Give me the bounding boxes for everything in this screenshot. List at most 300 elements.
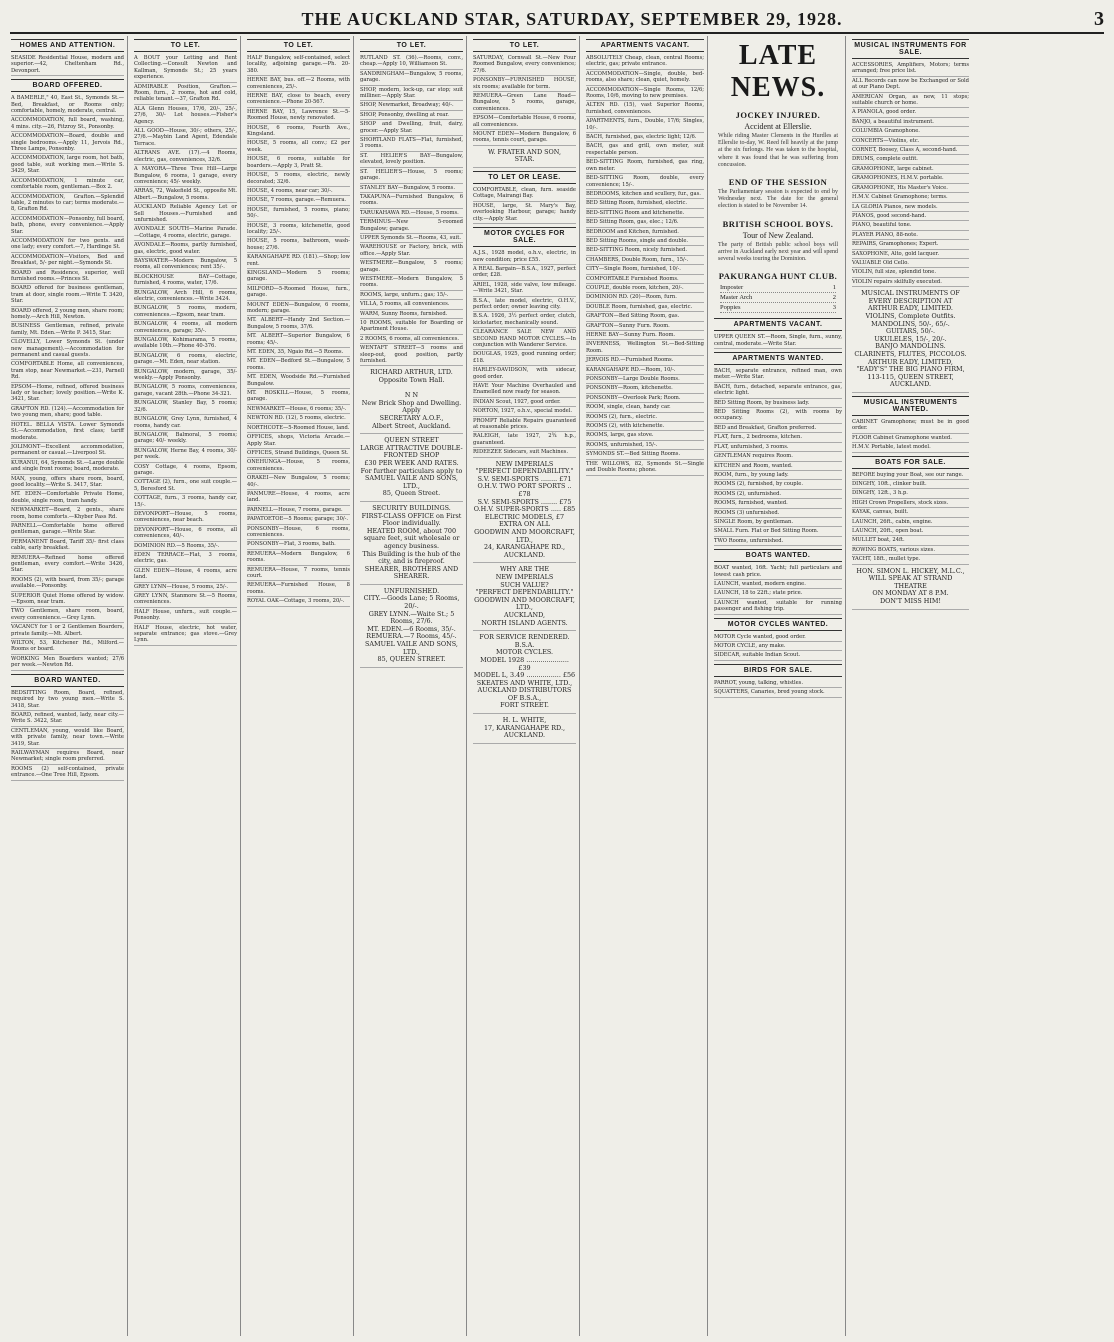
classified-ad: A BAMERLE," 40, East St., Symonds St.—Bed, Breakfast, or Rooms only; comfortable, homely, moderate, central. (11, 94, 124, 116)
classified-ad: GLEN EDEN—House, 4 rooms, acre land. (134, 567, 237, 583)
classified-ad: VIOLIN, full size, splendid tone. (852, 268, 969, 277)
classified-ad: SQUATTERS, Canaries, bred young stock. (714, 688, 842, 697)
classified-ad: SINGLE Room, by gentleman. (714, 518, 842, 527)
classified-ad: COMFORTABLE, clean, furn. seaside Cottage, Mairangi Bay. (473, 186, 576, 202)
placing: 1 (832, 284, 836, 292)
classified-ad: PROMPT Reliable Repairs guaranteed at reasonable prices. (473, 417, 576, 433)
section-heading: BOARD WANTED. (11, 674, 124, 687)
classified-ad: AVONDALE SOUTH—Marine Parade.—Cottage, 4 rooms, electric, garage. (134, 225, 237, 241)
classified-ad: BOARD, refined, wanted, lady, near city.—Write S. 3422, Star. (11, 711, 124, 727)
result-row (720, 293, 836, 303)
classified-ad: DOUGLAS, 1925, good running order; £18. (473, 350, 576, 366)
classified-ad: ACCOMMODATION—Single Rooms, 12/6; Rooms, 10/6, moving to new premises. (586, 86, 704, 102)
classified-ad: ARRAS, 72, Wakefield St., opposite Mt. Albert.—Bungalow, 5 rooms. (134, 187, 237, 203)
display-advertisement: FOR SERVICE RENDERED. B.S.A. MOTOR CYCLES. MODEL 1928 ..................... £39 MODEL L, 3.49 ................. £56 SKEATES AND WHITE, LTD., AUCKLAND DISTRIBUTORS OF B.S.A., FORT STREET. (473, 631, 576, 714)
classified-ad: ROOMS (2), furn., electric. (586, 413, 704, 422)
classified-ad: CENTLEMAN, young, would like Board, with private family, near town.—Write 3419, Star. (11, 727, 124, 749)
classified-ad: PIANOS, good second-hand. (852, 212, 969, 221)
classified-ad: MAN, young, offers share room, board, good locality.—Write S. 3417, Star. (11, 475, 124, 491)
classified-ad: ALTRANS AVE. (17).—4 Rooms, electric, gas, conveniences, 32/6. (134, 149, 237, 165)
classified-ad: EPSOM—Home, refined, offered business lady or teacher; lovely position.—Write K. 3421, Star. (11, 383, 124, 405)
classified-ad: CHAMBERS, Double Room, furn., 15/-. (586, 256, 704, 265)
classified-ad: REMUERA—Furnished House, 8 rooms. (247, 581, 350, 597)
classified-ad: ACCOMMODATION, 1 minute car, comfortable room, gentleman.—Box 2. (11, 177, 124, 193)
classified-ad: COLUMBIA Gramophone. (852, 127, 969, 136)
classified-ad: BED Sitting Room, by business lady. (714, 399, 842, 408)
classified-ad: WILTON, 53, Kitchener Rd., Milford.—Rooms or board. (11, 639, 124, 655)
classified-ad: GRAMOPHONE, His Master's Voice. (852, 184, 969, 193)
classified-ad: LAUNCH, 20ft., open boat. (852, 527, 969, 536)
classified-ad: LAUNCH, 18 to 22ft.; state price. (714, 589, 842, 598)
column-4 (357, 36, 467, 1336)
classified-ad: 10 ROOMS, suitable for Boarding or Apartment House. (360, 319, 463, 335)
classified-ad: KARANGAHAPE RD. (181).—Shop; low rent. (247, 253, 350, 269)
classified-ad: AVONDALE—Rooms, partly furnished, gas, electric, good water. (134, 241, 237, 257)
classified-ad: GREY LYNN—House, 5 rooms, 25/-. (134, 583, 237, 592)
classified-ad: A MAYORA—Three Tree Hill—Large Bungalow, 6 rooms, 1 garage, every convenience; 45/- weekly. (134, 165, 237, 187)
classified-ad: SHOP, modern, lock-up, car stop; suit milliner.—Apply Star. (360, 86, 463, 102)
section-heading: TO LET. (473, 39, 576, 52)
section-heading: APARTMENTS VACANT. (714, 318, 842, 331)
display-advertisement: W. FRATER AND SON, STAR. (473, 146, 576, 168)
classified-ad: ACCOMMODATION—Board, double and single bedrooms.—Apply 11, Jervois Rd., Three Lamps, Ponsonby. (11, 132, 124, 154)
classified-ad: PARROT, young, talking, whistles. (714, 679, 842, 688)
classified-ad: ROOMS, large, gas stove. (586, 431, 704, 440)
classified-ad: PONSONBY—Overlook Park; Room. (586, 394, 704, 403)
classified-ad: FLAT, furn., 2 bedrooms, kitchen. (714, 433, 842, 442)
columns (8, 36, 1106, 1336)
race-results (714, 281, 842, 315)
classified-ad: ALL GOOD—House, 30/-; others, 25/-, 27/6.—Maybin Land Agent, Edendale Terrace. (134, 127, 237, 149)
classified-ad: NORTHCOTE—5-Roomed House, land. (247, 424, 350, 433)
section-heading: APARTMENTS WANTED. (714, 352, 842, 365)
classified-ad: DOMINION RD.—5 Rooms, 35/-. (134, 542, 237, 551)
classified-ad: NEWMARKET—House, 6 rooms; 35/-. (247, 405, 350, 414)
classified-ad: SUPERIOR Quiet Home offered by widow.—Epsom, near tram. (11, 592, 124, 608)
classified-ad: OFFICES, Strand Buildings, Queen St. (247, 449, 350, 458)
classified-ad: BUNGALOW, Herne Bay, 4 rooms, 30/- per week. (134, 447, 237, 463)
classified-ad: ROOMS (2), furnished, by couple. (714, 480, 842, 489)
classified-ad: CLEARANCE SALE NEW AND SECOND HAND MOTOR CYCLES.—In conjunction with Wanderer Service. (473, 328, 576, 350)
classified-ad: HOUSE, 6 rooms, suitable for boarders.—Apply 3, Pratt St. (247, 155, 350, 171)
classified-ad: COSY Cottage, 4 rooms, Epsom, garage. (134, 463, 237, 479)
classified-ad: MT. ROSKILL—House, 5 rooms, garage. (247, 389, 350, 405)
classified-ad: ROOMS, unfurnished, 15/-. (586, 441, 704, 450)
placing: 2 (832, 294, 836, 302)
classified-ad: SHOP and Dwelling, fruit, dairy, grocer.—Apply Star. (360, 120, 463, 136)
classified-ad: PLAYER PIANO, 88-note. (852, 231, 969, 240)
classified-ad: PAPATOETOE—5 Rooms; garage; 30/-. (247, 515, 350, 524)
classified-ad: ACCOMMODATION—Visitors, Bed and Breakfast, 5/- per night.—Symonds St. (11, 253, 124, 269)
classified-ad: CONCERTS—Violins, etc. (852, 137, 969, 146)
classified-ad: BED Sitting Rooms (2), with rooms by occupancy. (714, 408, 842, 424)
classified-ad: VALUABLE Old Cello. (852, 259, 969, 268)
classified-ad: LAUNCH wanted, suitable for running passenger and fishing trip. (714, 599, 842, 615)
classified-ad: INVERNESS, Wellington St.—Bed-Sitting Room. (586, 340, 704, 356)
classified-ad: NEWMARKET—Board, 2 gents., share room, home comforts.—Khyber Pass Rd. (11, 506, 124, 522)
classified-ad: B.S.A. 1926, 3½ perfect order, clutch, kickstarter, mechanically sound. (473, 312, 576, 328)
classified-ad: SHORTLAND FLATS—Flat, furnished, 3 rooms. (360, 136, 463, 152)
classified-ad: HALF House, unfurn., suit couple.—Ponsonby. (134, 608, 237, 624)
classified-ad: RIDEEZEE Sidecars, suit Machines. (473, 448, 576, 457)
classified-ad: BUNGALOW, 5 rooms, conveniences, garage, vacant 28th.—Phone 34-321. (134, 383, 237, 399)
classified-ad: BUNGALOW, Arch Hill, 6 rooms, electric, conveniences.—Write 3424. (134, 289, 237, 305)
classified-ad: ROOMS (3) unfurnished. (714, 509, 842, 518)
classified-ad: BED-SITTING Room, nicely furnished. (586, 246, 704, 255)
classified-ad: MOTOR Cycle wanted, good order. (714, 633, 842, 642)
classified-ad: PARNELL—House, 7 rooms, garage. (247, 506, 350, 515)
classified-ad: WAREHOUSE or Factory, brick, with office.—Apply Star. (360, 243, 463, 259)
classified-ad: HERNE BAY, close to beach, every convenience.—Phone 20-567. (247, 92, 350, 108)
classified-ad: HALF House, electric, hot water, separate entrance; gas stove.—Grey Lynn. (134, 624, 237, 646)
classified-ad: DINGHY, 12ft., 3 h.p. (852, 489, 969, 498)
classified-ad: PONSONBY—Large Double Rooms. (586, 375, 704, 384)
classified-ad: BLOCKHOUSE BAY—Cottage, furnished, 4 rooms, water, 17/6. (134, 273, 237, 289)
classified-ad: HERNE BAY, bus. off.—2 Rooms, with conveniences, 25/-. (247, 76, 350, 92)
classified-ad: ACCOMMODATION—Single, double, bed-rooms, also share; clean, quiet, homely. (586, 70, 704, 86)
display-advertisement: NEW IMPERIALS "PERFECT DEPENDABILITY." S.V. SEMI-SPORTS ........ £71 O.H.V. TWO PORT SPORTS .. £78 S.V. SEMI-SPORTS ........ £75 O.H.V. SUPER-SPORTS ..... £85 ELECTRIC MODELS, £7 EXTRA ON ALL GOODWIN AND MOORCRAFT, LTD., 24, KARANGAHAPE RD., AUCKLAND. (473, 458, 576, 564)
classified-ad: ACCOMMODATION for two gents. and one lady; every comfort.—7, Hardinge St. (11, 237, 124, 253)
classified-ad: CORNET, Boosey, Class A, second-hand. (852, 146, 969, 155)
classified-ad: UPPER QUEEN ST.—Room, Single, furn., sunny, central, moderate.—Write Star. (714, 333, 842, 349)
classified-ad: NORTON, 1927, o.h.v., special model. (473, 407, 576, 416)
display-advertisement: WHY ARE THE NEW IMPERIALS SUCH VALUE? "PERFECT DEPENDABILITY." GOODWIN AND MOORCRAFT, LTD., AUCKLAND, NORTH ISLAND AGENTS. (473, 563, 576, 631)
section-heading: BOARD OFFERED. (11, 79, 124, 92)
classified-ad: BUNGALOW, Kohimarama, 5 rooms, available 10th.—Phone 40-376. (134, 336, 237, 352)
classified-ad: AMERICAN Organ, as new, 11 stops; suitable church or home. (852, 93, 969, 109)
classified-ad: HALF Bungalow, self-contained, select locality, adjoining garage.—Ph. 20-380. (247, 54, 350, 76)
classified-ad: KARANGAHAPE RD.—Room, 10/-. (586, 366, 704, 375)
classified-ad: CITY—Single Room, furnished, 10/-. (586, 265, 704, 274)
classified-ad: HARLEY-DAVIDSON, with sidecar, good order. (473, 366, 576, 382)
classified-ad: MOUNT EDEN—Bungalow, 6 rooms, modern; garage. (247, 301, 350, 317)
display-advertisement: HON. SIMON L. HICKEY, M.L.C., WILL SPEAK AT STRAND THEATRE ON MONDAY AT 8 P.M. DON'T MISS HIM! (852, 565, 969, 610)
classified-ad: GRAMOPHONES, H.M.V. portable. (852, 174, 969, 183)
classified-ad: DRUMS, complete outfit. (852, 155, 969, 164)
display-advertisement: MUSICAL INSTRUMENTS OF EVERY DESCRIPTION AT ARTHUR EADY, LIMITED. VIOLINS, Complete Outfits. MANDOLINS, 50/-, 65/-. GUITARS, 50/-. UKULELES, 15/-, 20/-. BANJO MANDOLINS. CLARINETS, FLUTES, PICCOLOS. ARTHUR EADY, LIMITED, "EADY'S" THE BIG PIANO FIRM, 113-115, QUEEN STREET, AUCKLAND. (852, 287, 969, 393)
classified-ad: A REAL Bargain—B.S.A., 1927, perfect order, £28. (473, 265, 576, 281)
classified-ad: HAVE Your Machine Overhauled and Enamelled now ready for season. (473, 382, 576, 398)
classified-ad: REMUERA—Refined home offered gentleman, every comfort.—Write 3426, Star. (11, 554, 124, 576)
section-heading: MOTOR CYCLES FOR SALE. (473, 227, 576, 247)
display-advertisement: SECURITY BUILDINGS. FIRST-CLASS OFFICE on First Floor individually. HEATED ROOM, about 700 square feet, suit wholesale or agency business. This Building is the hub of the city, and is fireproof. SHEARER, BROTHERS AND SHEARER. (360, 502, 463, 585)
classified-ad: BEDROOMS, kitchen and scullery, fur., gas. (586, 190, 704, 199)
classified-ad: FLAT, unfurnished, 3 rooms. (714, 443, 842, 452)
classified-ad: ACCESSORIES, Amplifiers, Motors; terms arranged; free price list. (852, 61, 969, 77)
classified-ad: TWO Rooms, unfurnished. (714, 537, 842, 546)
classified-ad: BACH, separate entrance, refined man, own meter.—Write Star. (714, 367, 842, 383)
classified-ad: PIANO, beautiful tone. (852, 221, 969, 230)
classified-ad: SIDECAR, suitable Indian Scout. (714, 651, 842, 660)
classified-ad: BEFORE buying your Boat, see our range. (852, 471, 969, 480)
classified-ad: GREY LYNN, Stanmore St.—5 Rooms, conveniences. (134, 592, 237, 608)
classified-ad: BOARD offered for business gentleman, tram at door, single room.—Write T. 3420, Star. (11, 284, 124, 306)
classified-ad: KURANUI, 64, Symonds St.—Large double and single front rooms; board, moderate. (11, 459, 124, 475)
classified-ad: BUNGALOW, modern, garage, 35/- weekly.—Apply Ponsonby. (134, 368, 237, 384)
classified-ad: ROOM, single, clean, handy car. (586, 403, 704, 412)
classified-ad: BED Sitting Rooms, single and double. (586, 237, 704, 246)
classified-ad: KINGSLAND—Modern 5 rooms; garage. (247, 269, 350, 285)
classified-ad: TERMINUS—New 5-roomed Bungalow; garage. (360, 218, 463, 234)
classified-ad: BUNGALOW, 4 rooms, all modern conveniences, garage; 35/-. (134, 320, 237, 336)
result-row (720, 283, 836, 293)
classified-ad: DINGHY, 10ft., clinker built. (852, 480, 969, 489)
classified-ad: KAYAK, canvas, built. (852, 508, 969, 517)
classified-ad: REMUERA—Green Lane Road—Bungalow, 5 rooms, garage, conveniences. (473, 92, 576, 114)
classified-ad: COTTAGE (2), furn., one suit couple.—5, Beresford St. (134, 478, 237, 494)
column-7 (711, 36, 846, 1336)
classified-ad: WENTAFT STREET—5 rooms and sleep-out, good position, partly furnished. (360, 344, 463, 366)
classified-ad: BED-SITTING Room and kitchenette. (586, 209, 704, 218)
classified-ad: COUPLE, double room, kitchen, 20/-. (586, 284, 704, 293)
classified-ad: CLOVELLY, Lower Symonds St. (under new management).—Accommodation for permanent and casual guests. (11, 338, 124, 360)
masthead (10, 6, 1104, 34)
classified-ad: COTTAGE, furn., 3 rooms, handy car, 15/-. (134, 494, 237, 510)
news-subhead: Tour of New Zealand. (742, 230, 814, 240)
news-body: The Parliamentary session is expected to end by Wednesday next. The date for the general election is stated to be November 14. (718, 189, 838, 210)
news-body: While riding Master Clements in the Hurdles at Ellerslie to-day, W. Reed fell heavily at the jump at the six furlongs. He was taken to the hospital, where it was found that he was suffering from concussion. (718, 133, 838, 168)
classified-ad: HOUSE, 6 rooms, Fourth Ave., Kingsland. (247, 124, 350, 140)
classified-ad: DOUBLE Room, furnished, gas, electric. (586, 303, 704, 312)
classified-ad: JOLIMONT—Excellent accommodation, permanent or casual.—Liverpool St. (11, 443, 124, 459)
classified-ad: NEWTON RD. (12), 5 rooms, electric. (247, 414, 350, 423)
classified-ad: LAUNCH, 26ft., cabin, engine. (852, 518, 969, 527)
classified-ad: ACCOMMODATION—Ponsonby, full board, bath, phone, every convenience.—Apply Star. (11, 215, 124, 237)
classified-ad: WESTMERE—Bungalow, 5 rooms; garage. (360, 259, 463, 275)
classified-ad: PANMURE—House, 4 rooms, acre land. (247, 490, 350, 506)
classified-ad: SYMONDS ST.—Bed Sitting Rooms. (586, 450, 704, 459)
classified-ad: BOAT wanted, 16ft. Yacht; full particulars and lowest cash price. (714, 564, 842, 580)
classified-ad: COMFORTABLE Home, all conveniences, tram stop, near Newmarket.—231, Parnell Rd. (11, 360, 124, 382)
display-advertisement: H. L. WHITE, 17, KARANGAHAPE RD., AUCKLAND. (473, 714, 576, 744)
classified-ad: WESTMERE—Modern Bungalow, 5 rooms. (360, 275, 463, 291)
column-8 (849, 36, 972, 1336)
classified-ad: BEDSITTING Room, Board, refined, required by two young men.—Write S. 3418, Star. (11, 689, 124, 711)
classified-ad: B.S.A., late model, electric, O.H.V., perfect order; owner leaving city. (473, 297, 576, 313)
display-advertisement: QUEEN STREET LARGE ATTRACTIVE DOUBLE-FRONTED SHOP £30 PER WEEK AND RATES. For further particulars apply to SAMUEL VAILE AND SONS, LTD., 85, Queen Street. (360, 434, 463, 502)
classified-ad: HOTEL. BELLA VISTA. Lower Symonds St.—Accommodation, first class; tariff moderate. (11, 421, 124, 443)
classified-ad: HOUSE, large, St. Mary's Bay, overlooking Harbour, garage; handy city.—Apply Star. (473, 202, 576, 224)
news-body: The party of British public school boys will arrive in Auckland early next year and will spend several weeks touring the Dominion. (718, 241, 838, 263)
classified-ad: SHOP, Newmarket, Broadway; 40/-. (360, 101, 463, 110)
classified-ad: BACH, furn., detached, separate entrance, gas, electric light. (714, 383, 842, 399)
classified-ad: BUNGALOW, Grey Lynn, furnished, 4 rooms, handy car. (134, 415, 237, 431)
classified-ad: H.M.V. Cabinet Gramophone; terms. (852, 193, 969, 202)
classified-ad: MT. EDEN, Woodside Rd.—Furnished Bungalow. (247, 373, 350, 389)
classified-ad: SANDRINGHAM—Bungalow, 5 rooms, garage. (360, 70, 463, 86)
classified-ad: MT. ALBERT—Handy 2nd Section.—Bungalow, 5 rooms, 37/6. (247, 316, 350, 332)
section-heading: TO LET. (360, 39, 463, 52)
classified-ad: A PIANOLA, good order. (852, 108, 969, 117)
classified-ad: REMUERA—Modern Bungalow, 6 rooms. (247, 550, 350, 566)
classified-ad: OFFICES, shops, Victoria Arcade.—Apply Star. (247, 433, 350, 449)
classified-ad: LAUNCH, wanted, modern engine. (714, 580, 842, 589)
late-news (714, 40, 842, 315)
classified-ad: ALTEN RD. (15), vast Superior Rooms, furnished, conveniences. (586, 101, 704, 117)
classified-ad: ONEHUNGA—House, 5 rooms, conveniences. (247, 458, 350, 474)
classified-ad: ROOMS (2), with board, from 35/-; garage available.—Ponsonby. (11, 576, 124, 592)
classified-ad: MULLET boat, 24ft. (852, 536, 969, 545)
classified-ad: GRAFTON—Sunny Furn. Room. (586, 322, 704, 331)
classified-ad: ROOMS (2) self-contained, private entrance.—One Tree Hill, Epsom. (11, 765, 124, 781)
classified-ad: SHOP, Ponsonby, dwelling at rear. (360, 111, 463, 120)
masthead-title: THE AUCKLAND STAR, SATURDAY, SEPTEMBER 29, 1928. (301, 8, 843, 29)
classified-ad: A.J.S., 1928 model, o.h.v., electric, in new condition; price £55. (473, 249, 576, 265)
classified-ad: GRAFTON—Bed Sitting Room, gas. (586, 312, 704, 321)
section-heading: MOTOR CYCLES WANTED. (714, 618, 842, 631)
classified-ad: VILLA, 5 rooms, all conveniences. (360, 300, 463, 309)
classified-ad: TARUKAHAWA RD.—House, 5 rooms. (360, 209, 463, 218)
classified-ad: H.M.V. Portable, latest model. (852, 443, 969, 452)
classified-ad: MT. EDEN—Comfortable Private Home, double, single room, tram handy. (11, 490, 124, 506)
section-heading: TO LET. (134, 39, 237, 52)
horse-name: Master Arch (720, 294, 753, 302)
classified-ad: BED Sitting Room, furnished, electric. (586, 199, 704, 208)
classified-ad: SAXOPHONE, Alto, gold lacquer. (852, 250, 969, 259)
classified-ad: DEVONPORT—House, 5 rooms, conveniences, near beach. (134, 510, 237, 526)
classified-ad: ALL Records can now be Exchanged or Sold at our Piano Dept. (852, 77, 969, 93)
classified-ad: RALEIGH, late 1927, 2¾ h.p., guaranteed. (473, 432, 576, 448)
classified-ad: WARM, Sunny Rooms, furnished. (360, 310, 463, 319)
classified-ad: ROOMS (2), unfurnished. (714, 490, 842, 499)
classified-ad: YACHT, 18ft., mullet type. (852, 555, 969, 564)
classified-ad: KITCHEN and Room, wanted. (714, 462, 842, 471)
section-heading: APARTMENTS VACANT. (586, 39, 704, 52)
classified-ad: MT. EDEN—Bedford St.—Bungalow, 5 rooms. (247, 357, 350, 373)
classified-ad: PONSONBY—House, 6 rooms, conveniences. (247, 525, 350, 541)
column-5 (470, 36, 580, 1336)
horse-name: Imposter (720, 284, 744, 292)
classified-ad: HERNE BAY, 15, Lawrence St.—5-Roomed House, newly renovated. (247, 108, 350, 124)
classified-ad: BUSINESS Gentleman, refined, private family, Mt. Eden.—Write P. 3415, Star. (11, 322, 124, 338)
classified-ad: AUCKLAND Reliable Agency Let or Sell Houses.—Furnished and unfurnished. (134, 203, 237, 225)
classified-ad: REPAIRS, Gramophones; Expert. (852, 240, 969, 249)
classified-ad: BED and Breakfast, Grafton preferred. (714, 424, 842, 433)
classified-ad: TAKAPUNA—Furnished Bungalow, 6 rooms. (360, 193, 463, 209)
classified-ad: BACH, gas and grill, own meter, suit respectable person. (586, 142, 704, 158)
column-6 (583, 36, 708, 1336)
classified-ad: APARTMENTS, furn., Double, 17/6; Singles, 10/-. (586, 117, 704, 133)
column-3 (244, 36, 354, 1336)
classified-ad: BAYSWATER—Modern Bungalow, 5 rooms, all conveniences; rent 35/-. (134, 257, 237, 273)
classified-ad: VIOLIN repairs skilfully executed. (852, 278, 969, 287)
classified-ad: DOMINION RD. (20)—Room, furn. (586, 293, 704, 302)
classified-ad: ROWING BOATS, various sizes. (852, 546, 969, 555)
classified-ad: VACANCY for 1 or 2 Gentlemen Boarders, private family.—Mt. Albert. (11, 623, 124, 639)
classified-ad: MT. EDEN, 35, Ngaio Rd.—5 Rooms. (247, 348, 350, 357)
classified-ad: BED Sitting Room, gas, elec.; 12/6. (586, 218, 704, 227)
classified-ad: UPPER Symonds St.—Rooms, 43, suit. (360, 234, 463, 243)
classified-ad: JERVOIS RD.—Furnished Rooms. (586, 356, 704, 365)
classified-ad: ABSOLUTELY Cheap, clean, central Rooms; electric, gas; private entrance. (586, 54, 704, 70)
classified-ad: ST. HELIER'S BAY—Bungalow, elevated, lovely position. (360, 152, 463, 168)
classified-ad: ACCOMMODATION, Grafton.—Splendid table, 2 minutes to car; terms moderate.—8, Grafton Rd. (11, 193, 124, 215)
classified-ad: RUTLAND ST. (36).—Rooms, conv., cheap.—Apply 10, Williamson St. (360, 54, 463, 70)
classified-ad: CABINET Gramophone; must be in good order. (852, 418, 969, 434)
section-heading: MUSICAL INSTRUMENTS WANTED. (852, 396, 969, 416)
classified-ad: BUNGALOW, Balmoral, 5 rooms; garage; 40/- weekly. (134, 431, 237, 447)
classified-ad: BUNGALOW, Stanley Bay, 5 rooms; 32/6. (134, 399, 237, 415)
column-1 (8, 36, 128, 1336)
classified-ad: MILFORD—5-Roomed House, furn., garage. (247, 285, 350, 301)
classified-ad: BOARD offered, 2 young men, share room; homely.—Arch Hill, Newton. (11, 307, 124, 323)
classified-ad: GENTLEMAN requires Room. (714, 452, 842, 461)
section-heading: BIRDS FOR SALE. (714, 664, 842, 677)
classified-ad: PONSONBY—Room, kitchenette. (586, 384, 704, 393)
classified-ad: BED-SITTING Room, double, every convenience; 15/-. (586, 174, 704, 190)
classified-ad: GRAMOPHONE, large cabinet. (852, 165, 969, 174)
classified-ad: COMFORTABLE Furnished Rooms. (586, 275, 704, 284)
classified-ad: INDIAN Scout, 1927, good order. (473, 398, 576, 407)
classified-ad: ACCOMMODATION, full board, washing, 4 mins. city.—26, Fitzroy St., Ponsonby. (11, 116, 124, 132)
classified-ad: PARNELL—Comfortable home offered gentleman, garage.—Write Star. (11, 522, 124, 538)
classified-ad: MT. ALBERT—Superior Bungalow, 6 rooms; 45/-. (247, 332, 350, 348)
display-advertisement: RICHARD ARTHUR, LTD. Opposite Town Hall. N N New Brick Shop and Dwelling. Apply SECRETARY A.O.F., Albert Street, Auckland. (360, 366, 463, 434)
classified-ad: HOUSE, furnished, 5 rooms, piano; 50/-. (247, 206, 350, 222)
classified-ad: 2 ROOMS, 6 rooms, all conveniences. (360, 335, 463, 344)
classified-ad: ALA Glenn Houses, 17/6, 20/-, 25/-, 27/6, 30/- Lot houses.—Fisher's Agency. (134, 105, 237, 127)
classified-ad: PONSONBY—Flat, 3 rooms, bath. (247, 540, 350, 549)
classified-ad: HOUSE, 3 rooms, kitchenette, good locality; 25/-. (247, 222, 350, 238)
placing: 3 (832, 304, 836, 312)
classified-ad: WORKING Men Boarders wanted; 27/6 per week.—Newton Rd. (11, 655, 124, 671)
classified-ad: ACCOMMODATION, large room, hot bath, good table, suit working men.—Write S. 3429, Star. (11, 154, 124, 176)
section-heading: MUSICAL INSTRUMENTS FOR SALE. (852, 39, 969, 59)
classified-ad: SATURDAY, Cornwall St.—New Four Roomed Bungalow, every convenience; 27/6. (473, 54, 576, 76)
classified-ad: TWO Gentlemen, share room, board, every convenience.—Grey Lynn. (11, 607, 124, 623)
classified-ad: BED-SITTING Room, furnished, gas ring, own meter. (586, 158, 704, 174)
classified-ad: A BOUT your Letting and Rent Collecting.—Consult Newton and Kallman, Symonds St.; 25 years experience. (134, 54, 237, 83)
classified-ad: EDEN TERRACE—Flat, 3 rooms, electric, gas. (134, 551, 237, 567)
classified-ad: ROOMS (2), with kitchenette. (586, 422, 704, 431)
classified-ad: HOUSE, 7 rooms, garage.—Remuera. (247, 196, 350, 205)
section-heading: BOATS FOR SALE. (852, 456, 969, 469)
classified-ad: BUNGALOW, 6 rooms, electric, garage.—Mt. Eden, near station. (134, 352, 237, 368)
classified-ad: EPSOM—Comfortable House, 6 rooms, all conveniences. (473, 114, 576, 130)
late-news-title: LATE NEWS. (730, 40, 826, 103)
classified-ad: ROOM, furn., by young lady. (714, 471, 842, 480)
classified-ad: LA GLORIA Pianos, new models. (852, 203, 969, 212)
classified-ad: MOUNT EDEN—Modern Bungalow, 6 rooms, tennis court, garage. (473, 130, 576, 146)
page-number: 3 (1094, 7, 1104, 30)
classified-ad: BANJO, a beautiful instrument. (852, 118, 969, 127)
news-headline: END OF THE SESSION (728, 177, 828, 188)
classified-ad: STANLEY BAY—Bungalow, 5 rooms. (360, 184, 463, 193)
classified-ad: ROYAL OAK—Cottage, 3 rooms, 20/-. (247, 597, 350, 606)
classified-ad: HOUSE, 5 rooms, all conv.; £2 per week. (247, 139, 350, 155)
classified-ad: ROOMS, large, unfurn.; gas; 15/-. (360, 291, 463, 300)
section-heading: BOATS WANTED. (714, 549, 842, 562)
news-subhead: Accident at Ellerslie. (744, 122, 812, 131)
classified-ad: HERNE BAY—Sunny Furn. Room. (586, 331, 704, 340)
classified-ad: BOARD and Residence, superior, well furnished rooms.—Princes St. (11, 269, 124, 285)
classified-ad: SMALL Furn. Flat or Bed Sitting Room. (714, 527, 842, 536)
classified-ad: ADMIRABLE Position, Grafton.—Room, furn., 2 rooms, hot and cold, reliable tenant.—37, Grafton Rd. (134, 83, 237, 105)
news-headline: BRITISH SCHOOL BOYS. (722, 218, 834, 229)
classified-ad: HOUSE, 4 rooms, near car; 30/-. (247, 187, 350, 196)
news-headline: JOCKEY INJURED. (735, 110, 821, 120)
classified-ad: HOUSE, 5 rooms, bathroom, wash-house; 27/6. (247, 237, 350, 253)
column-2 (131, 36, 241, 1336)
classified-ad: MOTOR CYCLE, any make. (714, 642, 842, 651)
classified-ad: BACH, furnished, gas, electric light; 12/6. (586, 133, 704, 142)
classified-ad: BUNGALOW, 5 rooms, modern, conveniences.—Epsom, near tram. (134, 304, 237, 320)
classified-ad: BEDROOM and Kitchen, furnished. (586, 228, 704, 237)
section-heading: HOMES AND ATTENTION. (11, 39, 124, 52)
display-advertisement: UNFURNISHED. CITY.—Goods Lane; 5 Rooms, 20/-. GREY LYNN.—Waite St.; 5 Rooms, 27/6. MT. EDEN.—6 Rooms, 35/-. REMUERA.—7 Rooms, 45/-. SAMUEL VAILE AND SONS, LTD., 85, QUEEN STREET. (360, 585, 463, 668)
news-headline: PAKURANGA HUNT CLUB. (718, 271, 838, 282)
classified-ad: HIGH Crown Propellers, stock sizes. (852, 499, 969, 508)
